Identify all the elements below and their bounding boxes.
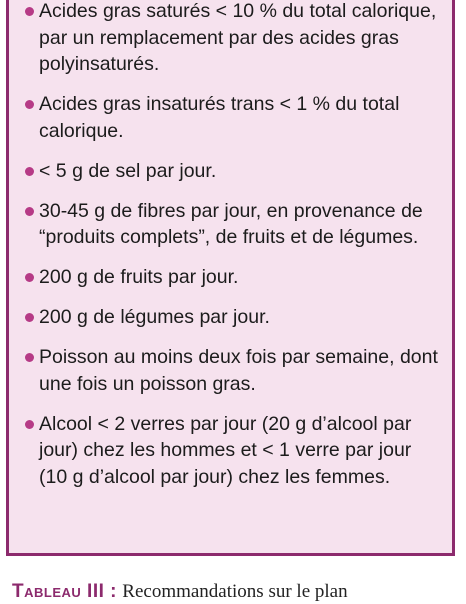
bullet-icon <box>25 353 34 362</box>
item-text: Poisson au moins deux fois par semaine, dont une fois un poisson gras. <box>39 346 438 395</box>
bullet-icon <box>25 420 34 429</box>
table-caption <box>12 580 456 604</box>
item-text: Alcool < 2 verres par jour (20 g d’alcool par jour) chez les hommes et < 1 verre par jour (10 g d’alcool par jour) chez les femmes. <box>39 412 412 488</box>
list-item <box>25 264 442 291</box>
bullet-icon <box>25 273 34 282</box>
bullet-icon <box>25 7 34 16</box>
caption-label: Tableau III : <box>12 581 117 602</box>
list-item <box>25 344 442 397</box>
bullet-icon <box>25 100 34 109</box>
bullet-icon <box>25 167 34 176</box>
item-text: 30-45 g de fibres par jour, en provenance de “produits complets”, de fruits et de légumes. <box>39 199 423 248</box>
item-text: Acides gras saturés < 10 % du total calorique, par un remplacement par des acides gras polyinsaturés. <box>39 0 437 75</box>
list-item <box>25 91 442 144</box>
list-item <box>25 411 442 491</box>
item-text: 200 g de légumes par jour. <box>39 306 270 328</box>
bullet-icon <box>25 207 34 216</box>
caption-text: Recommandations sur le plan <box>122 581 348 602</box>
item-text: 200 g de fruits par jour. <box>39 266 239 288</box>
item-text: < 5 g de sel par jour. <box>39 159 217 182</box>
list-item <box>25 198 442 251</box>
recommendations-box <box>6 0 455 556</box>
list-item <box>25 158 442 185</box>
list-item <box>25 304 442 331</box>
recommendations-list <box>9 0 452 490</box>
list-item <box>25 0 442 78</box>
item-text: Acides gras insaturés trans < 1 % du total calorique. <box>39 93 400 142</box>
bullet-icon <box>25 313 34 322</box>
